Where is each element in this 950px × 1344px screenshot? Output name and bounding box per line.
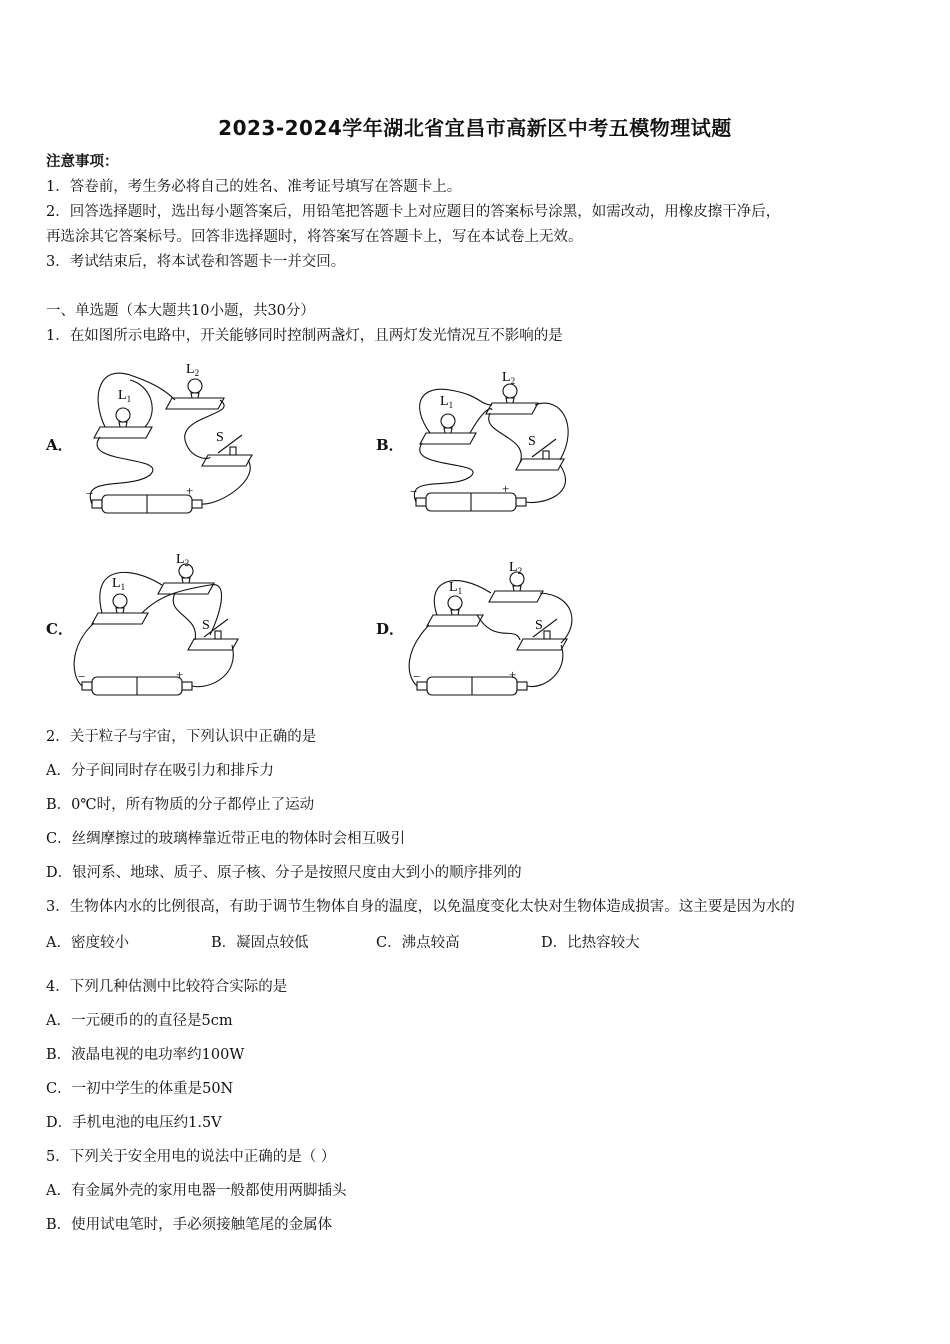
battery-minus-label: − [410, 484, 418, 499]
question-1-stem: 1．在如图所示电路中，开关能够同时控制两盏灯，且两灯发光情况互不影响的是 [46, 328, 563, 344]
question-3-option: C．沸点较高 [376, 935, 460, 951]
circuit-diagram-d [405, 555, 595, 705]
notice-heading: 注意事项： [46, 153, 119, 170]
question-4-option: B．液晶电视的电功率约100W [46, 1047, 245, 1063]
question-5-option: B．使用试电笔时，手必须接触笔尾的金属体 [46, 1217, 333, 1233]
switch-s-label: S [528, 434, 536, 449]
circuit-diagram-a [70, 355, 270, 525]
option-d-label: D． [376, 620, 405, 638]
question-2-option: D．银河系、地球、质子、原子核、分子是按照尺度由大到小的顺序排列的 [46, 865, 522, 881]
switch-s-label: S [535, 618, 543, 633]
battery-plus-label: + [509, 667, 517, 682]
lamp-l2-label: $L_2$ [509, 560, 523, 576]
notice-item: 再选涂其它答案标号。回答非选择题时，将答案写在答题卡上，写在本试卷上无效。 [46, 229, 583, 245]
option-c-label: C． [46, 620, 73, 638]
question-5-stem: 5．下列关于安全用电的说法中正确的是（ ） [46, 1149, 336, 1165]
battery-plus-label: + [186, 483, 194, 498]
notice-item: 1．答卷前，考生务必将自己的姓名、准考证号填写在答题卡上。 [46, 179, 462, 195]
question-4-stem: 4．下列几种估测中比较符合实际的是 [46, 979, 288, 995]
lamp-l1-label: $L_1$ [449, 580, 463, 596]
section-heading: 一、单选题（本大题共10小题，共30分） [46, 303, 315, 319]
question-2-option: C．丝绸摩擦过的玻璃棒靠近带正电的物体时会相互吸引 [46, 831, 406, 847]
question-3-stem: 3．生物体内水的比例很高，有助于调节生物体自身的温度，以免温度变化太快对生物体造成损害。这主要是因为水的 [46, 899, 795, 915]
lamp-l1-label: $L_1$ [112, 576, 126, 592]
question-4-option: C．一初中学生的体重是50N [46, 1081, 234, 1097]
question-3-option: D．比热容较大 [541, 935, 640, 951]
lamp-l2-label: $L_2$ [176, 552, 190, 568]
option-b-label: B． [376, 436, 404, 454]
lamp-l1-label: $L_1$ [440, 394, 454, 410]
notice-item: 2．回答选择题时，选出每小题答案后，用铅笔把答题卡上对应题目的答案标号涂黑，如需改动，用橡皮擦干净后， [46, 204, 781, 220]
notice-item: 3．考试结束后，将本试卷和答题卡一并交回。 [46, 254, 346, 270]
battery-minus-label: − [78, 669, 86, 684]
question-3-options [46, 931, 640, 952]
question-4-option: D．手机电池的电压约1.5V [46, 1115, 222, 1131]
battery-minus-label: − [413, 669, 421, 684]
option-a-label: A． [46, 436, 73, 454]
battery-plus-label: + [176, 667, 184, 682]
question-2-option: B．0℃时，所有物质的分子都停止了运动 [46, 797, 315, 813]
switch-s-label: S [216, 430, 224, 445]
question-4-option: A．一元硬币的的直径是5cm [46, 1013, 233, 1029]
question-2-option: A．分子间同时存在吸引力和排斥力 [46, 763, 274, 779]
lamp-l2-label: $L_2$ [502, 370, 516, 386]
switch-s-label: S [202, 618, 210, 633]
page-title: 2023-2024学年湖北省宜昌市高新区中考五模物理试题 [218, 116, 732, 140]
battery-minus-label: − [86, 486, 94, 501]
circuit-diagram-c [70, 545, 260, 705]
circuit-diagram-b [400, 365, 600, 525]
battery-plus-label: + [502, 481, 510, 496]
question-3-option: B．凝固点较低 [211, 935, 309, 951]
question-3-option: A．密度较小 [46, 935, 129, 951]
question-5-option: A．有金属外壳的家用电器一般都使用两脚插头 [46, 1183, 347, 1199]
lamp-l1-label: $L_1$ [118, 388, 132, 404]
lamp-l2-label: $L_2$ [186, 362, 200, 378]
question-2-stem: 2．关于粒子与宇宙，下列认识中正确的是 [46, 729, 317, 745]
